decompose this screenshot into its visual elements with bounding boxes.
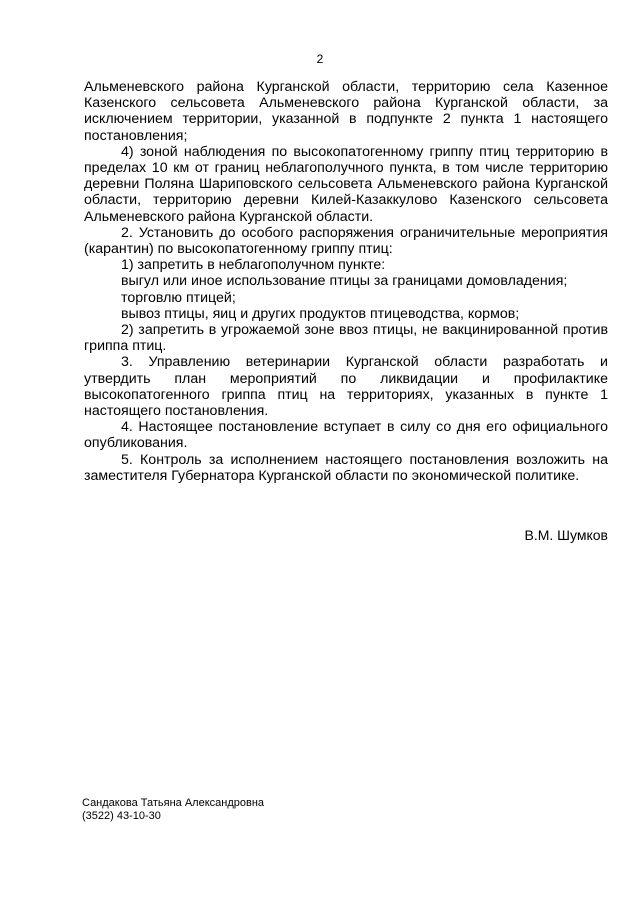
page-number: 2 [316,52,324,66]
signature: В.М. Шумков [524,527,608,543]
paragraph: 2. Установить до особого распоряжения ограничительные мероприятия (карантин) по высокопатогенному гриппу птиц: [84,224,608,258]
footer-author: Сандакова Татьяна Александровна [82,797,265,809]
paragraph: Альменевского района Курганской области, территорию села Казенное Казенского сельсовета Альменевского района Курганской области, за исключением территории, указанной в подпункте 2 пункта 1 настоящего постановления; [84,79,608,144]
paragraph: 2) запретить в угрожаемой зоне ввоз птицы, не вакцинированной против гриппа птиц. [84,322,608,355]
footer-phone: (3522) 43-10-30 [82,810,161,822]
document-body [84,79,608,484]
paragraph: вывоз птицы, яиц и других продуктов птицеводства, кормов; [121,305,520,322]
paragraph: 5. Контроль за исполнением настоящего постановления возложить на заместителя Губернатора Курганской области по экономической политике. [84,451,608,484]
paragraph: 1) запретить в неблагополучном пункте: [121,257,386,274]
paragraph: 4. Настоящее постановление вступает в силу со дня его официального опубликования. [84,419,608,452]
paragraph: 3. Управлению ветеринарии Курганской области разработать и утвердить план мероприятий по ликвидации и профилактике высокопатогенного гриппа птиц на территориях, указанных в пункте 1 настоящего постановления. [84,354,608,420]
paragraph: выгул или иное использование птицы за границами домовладения; [121,273,568,290]
footer [82,797,264,823]
paragraph: 4) зоной наблюдения по высокопатогенному гриппу птиц территорию в пределах 10 км от границ неблагополучного пункта, в том числе территорию деревни Поляна Шариповского сельсовета Альменевского района Курганской области, территорию деревни Килей-Казаккулово Казенского сельсовета Альменевского района Курганской области. [84,143,608,225]
paragraph: торговлю птицей; [121,289,236,306]
